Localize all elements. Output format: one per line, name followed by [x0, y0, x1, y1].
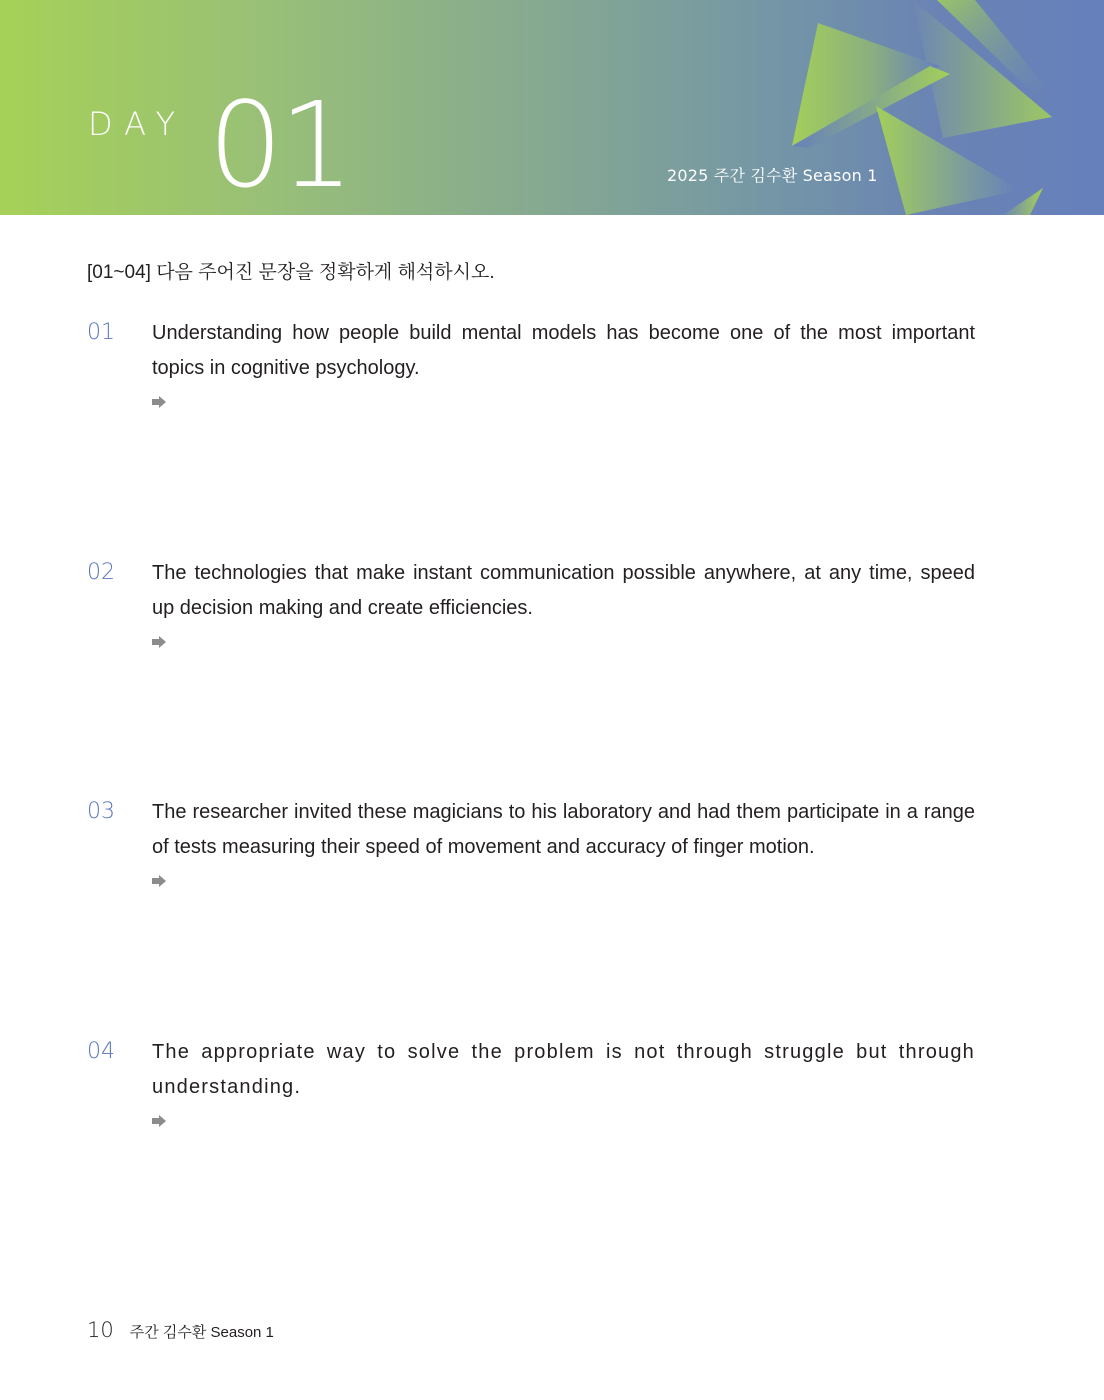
question-text: The technologies that make instant communication possible anywhere, at any time, speed up decision making and create efficiencies. [152, 562, 975, 619]
page-number: 10 [87, 1318, 114, 1342]
day-number: 01 [208, 76, 351, 214]
question-text: Understanding how people build mental models has become one of the most important topics in cognitive psychology. [152, 322, 975, 379]
arrow-right-icon [152, 875, 166, 887]
arrow-right-icon [152, 1115, 166, 1127]
answer-area[interactable] [177, 1107, 975, 1227]
question-text: The researcher invited these magicians to his laboratory and had them participate in a range of tests measuring their speed of movement and accuracy of finger motion. [152, 801, 975, 858]
answer-area[interactable] [177, 867, 975, 987]
answer-area[interactable] [177, 388, 975, 508]
question-number: 04 [87, 1039, 115, 1064]
instruction-text: [01~04] 다음 주어진 문장을 정확하게 해석하시오. [87, 262, 495, 283]
page-footer [87, 1318, 274, 1342]
header-series-title: 2025 주간 김수환 Season 1 [667, 166, 878, 185]
question-number: 02 [87, 560, 115, 585]
footer-series-title: 주간 김수환 Season 1 [129, 1324, 274, 1341]
question-number: 01 [87, 320, 115, 345]
day-header-banner [0, 0, 1104, 215]
day-label: DAY [88, 105, 188, 143]
answer-area[interactable] [177, 628, 975, 748]
arrow-right-icon [152, 636, 166, 648]
question-text: The appropriate way to solve the problem is not through struggle but through understanding. [152, 1041, 975, 1098]
question-number: 03 [87, 799, 115, 824]
arrow-right-icon [152, 396, 166, 408]
